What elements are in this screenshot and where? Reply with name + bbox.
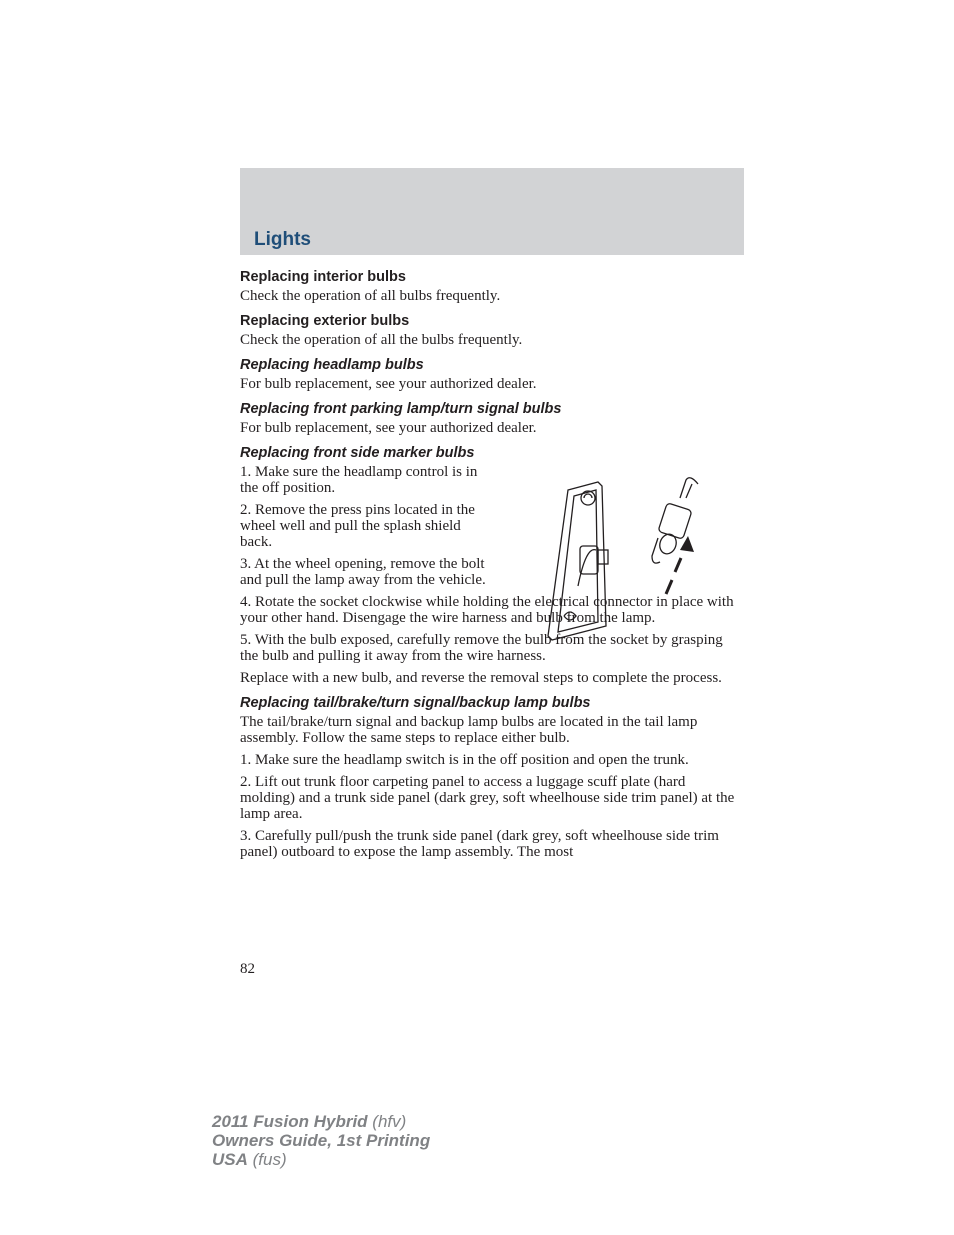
footer-line-2 — [212, 1131, 430, 1150]
footer-line-3 — [212, 1150, 430, 1169]
heading-parking-lamp-bulbs: Replacing front parking lamp/turn signal bulbs — [240, 401, 562, 417]
step-1: 1. Make sure the headlamp control is in the off position. — [240, 464, 478, 496]
footer-region: USA — [212, 1150, 248, 1169]
section-tail-lamp-bulbs — [240, 692, 740, 860]
footer-line-1 — [212, 1112, 430, 1131]
footer-model-code: (hfv) — [372, 1112, 407, 1131]
heading-headlamp-bulbs: Replacing headlamp bulbs — [240, 357, 424, 373]
heading-tail-lamp-bulbs: Replacing tail/brake/turn signal/backup lamp bulbs — [240, 695, 591, 711]
footer-guide: Owners Guide, 1st Printing — [212, 1131, 431, 1150]
step-2: 2. Remove the press pins located in the wheel well and pull the splash shield back. — [240, 502, 475, 550]
section-exterior-bulbs — [240, 310, 740, 348]
heading-exterior-bulbs: Replacing exterior bulbs — [240, 313, 410, 329]
paragraph: 2. Lift out trunk floor carpeting panel to access a luggage scuff plate (hard molding) and a trunk side panel (dark grey, soft wheelhouse side trim panel) at the lamp area. — [240, 774, 735, 822]
section-interior-bulbs — [240, 266, 740, 304]
section-headlamp-bulbs — [240, 354, 740, 392]
side-marker-bulb-illustration — [540, 476, 720, 646]
step-4: 4. Rotate the socket clockwise while holding the electrical connector in place with your other hand. Disengage the wire harness and bulb from the lamp. — [240, 594, 734, 626]
document-footer — [212, 1112, 430, 1169]
paragraph: For bulb replacement, see your authorized dealer. — [240, 420, 537, 436]
section-header-band — [240, 168, 744, 255]
paragraph: 1. Make sure the headlamp switch is in the off position and open the trunk. — [240, 752, 689, 768]
page-number: 82 — [240, 961, 255, 977]
paragraph: Check the operation of all the bulbs frequently. — [240, 332, 523, 348]
step-5: 5. With the bulb exposed, carefully remove the bulb from the socket by grasping the bulb and pulling it away from the wire harness. — [240, 632, 723, 664]
footer-model: 2011 Fusion Hybrid — [212, 1112, 368, 1131]
section-title: Lights — [254, 229, 311, 250]
heading-side-marker-bulbs: Replacing front side marker bulbs — [240, 445, 475, 461]
heading-interior-bulbs: Replacing interior bulbs — [240, 269, 406, 285]
paragraph: Check the operation of all bulbs frequently. — [240, 288, 501, 304]
paragraph: The tail/brake/turn signal and backup lamp bulbs are located in the tail lamp assembly. Follow the same steps to replace either bulb. — [240, 714, 698, 746]
step-replace: Replace with a new bulb, and reverse the removal steps to complete the process. — [240, 670, 722, 686]
paragraph: For bulb replacement, see your authorized dealer. — [240, 376, 537, 392]
section-parking-lamp-bulbs — [240, 398, 740, 436]
paragraph: 3. Carefully pull/push the trunk side panel (dark grey, soft wheelhouse side trim panel) outboard to expose the lamp assembly. The most — [240, 828, 719, 860]
step-3: 3. At the wheel opening, remove the bolt and pull the lamp away from the vehicle. — [240, 556, 486, 588]
footer-region-code: (fus) — [252, 1150, 287, 1169]
